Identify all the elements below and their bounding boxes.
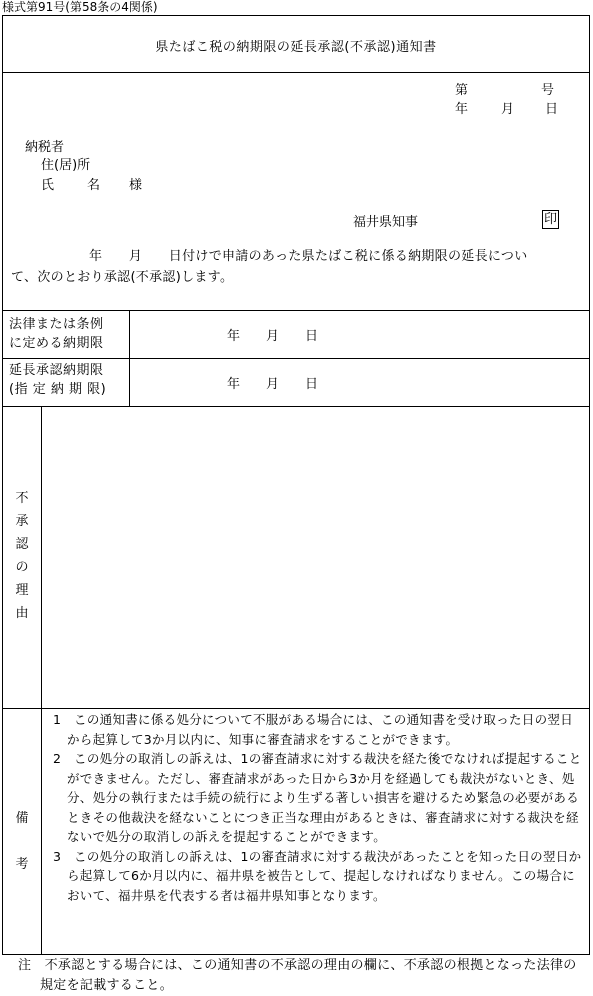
remarks-label [14,796,30,888]
divider [3,310,589,311]
remarks-text [47,710,583,905]
notice-body-line2: て、次のとおり承認(不承認)します。 [11,270,234,285]
doc-number-go: 号 [541,83,555,98]
footnote-text: 注 不承認とする場合には、この通知書の不承認の理由の欄に、不承認の根拠となった法律の規定を記載すること。 [18,958,577,993]
doc-date-month: 月 [501,102,515,117]
reason-label-char: 不 [15,491,29,506]
extended-deadline-date: 年 月 日 [227,377,319,392]
reason-label-char: 認 [15,537,29,552]
divider [3,72,589,73]
remarks-label-char: 考 [15,857,29,872]
remark-item: 3 この処分の取消しの訴えは、1の審査請求に対する裁決があったことを知った日の翌日から起算して6か月以内に、福井県を被告として、提起しなければなりません。この場合において、福井県を代表する者は福井県知事となります。 [53,848,582,903]
name-label-a: 氏 [41,178,55,193]
divider [41,406,42,954]
notice-body [11,246,583,288]
extended-deadline-label-1: 延長承認納期限 [9,363,104,378]
divider [3,406,589,407]
reason-label-char: 理 [15,583,29,598]
doc-date-day: 日 [545,102,559,117]
extended-deadline-label-2: (指 定 納 期 限) [9,382,107,397]
extended-deadline-label [9,361,106,399]
reason-label [14,487,30,625]
reason-field[interactable] [43,408,587,706]
notice-body-line1: 年 月 日付けで申請のあった県たばこ税に係る納期限の延長につい [89,249,528,264]
doc-date-year: 年 [455,102,469,117]
form-frame [2,15,590,955]
form-number: 様式第91号(第58条の4関係) [2,0,158,14]
doc-number-dai: 第 [455,83,469,98]
divider [3,358,589,359]
address-label: 住(居)所 [41,158,91,173]
remark-item: 2 この処分の取消しの訴えは、1の審査請求に対する裁決を経た後でなければ提起することができません。ただし、審査請求があった日から3か月を経過しても裁決がないとき、処分、処分の執行または手続の続行により生ずる著しい損害を避けるため緊急の必要があるときその他裁決を経ないことにつき正当な理由があるときは、審査請求に対する裁決を経ないで処分の取消しの訴えを提起することができます。 [53,751,582,844]
divider [3,708,589,709]
remarks-label-char: 備 [15,811,29,826]
legal-deadline-label-2: に定める納期限 [9,336,104,351]
name-label-b: 名 [87,178,101,193]
issuer-name: 福井県知事 [353,215,419,230]
reason-label-char: 承 [15,514,29,529]
legal-deadline-label-1: 法律または条例 [9,317,104,332]
reason-label-char: 由 [15,606,29,621]
legal-deadline-label [9,315,104,353]
reason-label-char: の [15,560,29,575]
taxpayer-label: 納税者 [25,140,65,155]
seal-mark: 印 [543,212,557,227]
legal-deadline-date: 年 月 日 [227,329,319,344]
form-title: 県たばこ税の納期限の延長承認(不承認)通知書 [155,40,437,55]
footnote [16,956,586,996]
remark-item: 1 この通知書に係る処分について不服がある場合には、この通知書を受け取った日の翌日から起算して3か月以内に、知事に審査請求をすることができます。 [53,712,574,747]
honorific-label: 様 [129,178,143,193]
